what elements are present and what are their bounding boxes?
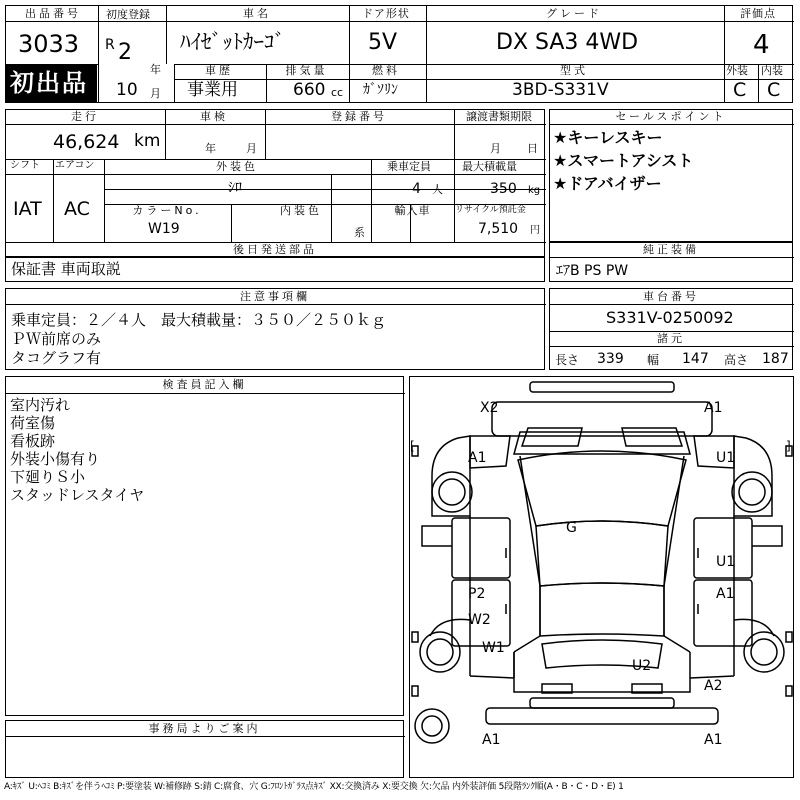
- capacity-value: 4: [412, 181, 421, 197]
- mileage-value: 46,624: [53, 131, 120, 153]
- max-load-unit: kg: [528, 185, 541, 196]
- import-car-label: 輸入車: [394, 204, 431, 217]
- damage-mark: U1: [716, 450, 736, 466]
- office-notice-label: 事務局よりご案内: [148, 722, 261, 735]
- era-letter: R: [105, 37, 115, 53]
- inspector-line: 荷室傷: [10, 414, 56, 432]
- bracket-left: [: [410, 439, 415, 453]
- recycle-deposit-unit: 円: [530, 225, 540, 236]
- transfer-deadline-label: 譲渡書類期限: [466, 110, 532, 123]
- model-value: 3BD-S331V: [512, 80, 609, 100]
- exterior-grade: C: [733, 79, 747, 101]
- color-number-value: W19: [148, 221, 180, 237]
- interior-grade: C: [767, 79, 781, 101]
- fuel-label: 燃料: [372, 64, 400, 77]
- damage-mark: U1: [716, 554, 736, 570]
- length-value: 339: [597, 351, 624, 367]
- capacity-label: 乗車定員: [387, 160, 431, 173]
- damage-mark: A1: [482, 732, 501, 748]
- score-label: 評価点: [740, 7, 776, 20]
- door-type-label: ドア形状: [362, 7, 410, 20]
- mileage-unit: km: [134, 131, 161, 151]
- inspection-label: 車検: [200, 110, 228, 123]
- registration-year: 2: [118, 40, 132, 65]
- mileage-label: 走行: [71, 110, 99, 123]
- lot-number: 3033: [18, 30, 80, 58]
- width-value: 147: [682, 351, 709, 367]
- registration-number-label: 登録番号: [331, 110, 387, 123]
- displacement-label: 排気量: [285, 64, 328, 77]
- registration-month: 10: [116, 80, 138, 100]
- lot-number-label: 出品番号: [25, 7, 81, 20]
- score: 4: [753, 30, 770, 60]
- exterior-color-value: ｼﾛ: [228, 180, 242, 196]
- interior-label: 内装: [761, 64, 783, 77]
- car-name: ﾊｲｾﾞｯﾄｶｰｺﾞ: [180, 30, 285, 54]
- damage-mark: A1: [716, 586, 735, 602]
- door-type: 5V: [368, 30, 398, 55]
- displacement-value: 660: [293, 80, 326, 100]
- notes-label: 注意事項欄: [240, 290, 310, 303]
- inspector-section: [5, 376, 404, 716]
- sales-point-item: ★キーレスキー: [553, 128, 663, 147]
- damage-mark: A2: [704, 678, 723, 694]
- damage-mark: G: [566, 520, 577, 536]
- dimensions-label: 諸元: [657, 332, 685, 345]
- transfer-day-unit: 日: [527, 142, 538, 155]
- later-parts-value: 保証書 車両取説: [11, 260, 121, 278]
- interior-color-unit: 系: [354, 226, 365, 239]
- width-label: 幅: [647, 353, 660, 367]
- length-label: 長さ: [555, 353, 580, 367]
- inspection-year-unit: 年: [205, 142, 216, 155]
- damage-mark: U2: [632, 658, 652, 674]
- shift-label: シフト: [10, 160, 40, 171]
- first-listing-text: 初出品: [10, 69, 88, 97]
- damage-mark: P2: [468, 586, 486, 602]
- interior-color-label: 内装色: [280, 204, 322, 217]
- first-registration-label: 初度登録: [106, 8, 150, 21]
- damage-mark: A1: [468, 450, 487, 466]
- fuel-value: ｶﾞｿﾘﾝ: [363, 82, 398, 98]
- notes-line: ＰＷ前席のみ: [11, 330, 102, 348]
- grade-label: グレード: [546, 7, 602, 20]
- inspector-line: 室内汚れ: [10, 396, 71, 414]
- max-load-label: 最大積載量: [462, 160, 517, 173]
- displacement-unit: cc: [331, 86, 344, 99]
- bracket-right: ]: [786, 439, 791, 453]
- air-conditioner-value: AC: [64, 198, 90, 220]
- inspector-line: 下廻りＳ小: [10, 468, 86, 486]
- inspector-line: スタッドレスタイヤ: [10, 486, 145, 504]
- later-parts-label: 後日発送部品: [233, 243, 317, 256]
- exterior-color-label: 外装色: [216, 160, 258, 173]
- month-unit: 月: [150, 87, 161, 100]
- damage-mark: W1: [482, 640, 505, 656]
- exterior-label: 外装: [726, 64, 748, 77]
- air-conditioner-label: エアコン: [55, 160, 95, 171]
- notes-line: 乗車定員：２／４人 最大積載量：３５０／２５０ｋｇ: [11, 311, 387, 329]
- max-load-value: 350: [490, 181, 517, 197]
- inspection-month-unit: 月: [246, 142, 257, 155]
- year-unit: 年: [150, 63, 161, 76]
- notes-line: タコグラフ有: [11, 349, 102, 367]
- transfer-month-unit: 月: [490, 142, 501, 155]
- recycle-deposit-value: 7,510: [478, 221, 519, 237]
- chassis-number-label: 車台番号: [643, 290, 699, 303]
- damage-mark: A1: [704, 732, 723, 748]
- grade: DX SA3 4WD: [496, 30, 639, 55]
- sales-point-item: ★スマートアシスト: [553, 151, 694, 170]
- genuine-equipment-value: ｴｱB PS PW: [556, 263, 629, 279]
- damage-mark: X2: [480, 400, 499, 416]
- color-number-label: カラーNo.: [132, 204, 202, 217]
- history-value: 事業用: [187, 80, 238, 100]
- chassis-number: S331V-0250092: [606, 308, 734, 327]
- inspector-line: 看板跡: [10, 432, 56, 450]
- inspector-line: 外装小傷有り: [10, 450, 101, 468]
- damage-mark: W2: [468, 612, 491, 628]
- inspector-notes-label: 検査員記入欄: [162, 378, 247, 391]
- model-label: 型式: [560, 64, 588, 77]
- sales-points-label: セールスポイント: [615, 110, 727, 123]
- history-label: 車歴: [205, 64, 233, 77]
- height-value: 187: [762, 351, 789, 367]
- sales-point-item: ★ドアバイザー: [553, 174, 662, 193]
- car-name-label: 車名: [243, 7, 271, 20]
- damage-mark: A1: [704, 400, 723, 416]
- legend-text: A:ｷｽﾞ U:ﾍｺﾐ B:ｷｽﾞを伴うﾍｺﾐ P:要塗装 W:補修跡 S:錆 C:腐食、穴 G:ﾌﾛﾝﾄｶﾞﾗｽ点ｷｽﾞ XX:交換済み X:要交換 欠:欠品 内外装評価 5段階ﾗﾝｸ順(A・B・C・D・E) 1: [4, 782, 624, 792]
- height-label: 高さ: [724, 353, 749, 367]
- capacity-unit: 人: [432, 183, 443, 196]
- shift-value: IAT: [13, 198, 42, 220]
- genuine-equipment-label: 純正装備: [643, 243, 699, 256]
- car-damage-diagram: [410, 376, 794, 766]
- recycle-deposit-label: リサイクル預託金: [455, 205, 526, 215]
